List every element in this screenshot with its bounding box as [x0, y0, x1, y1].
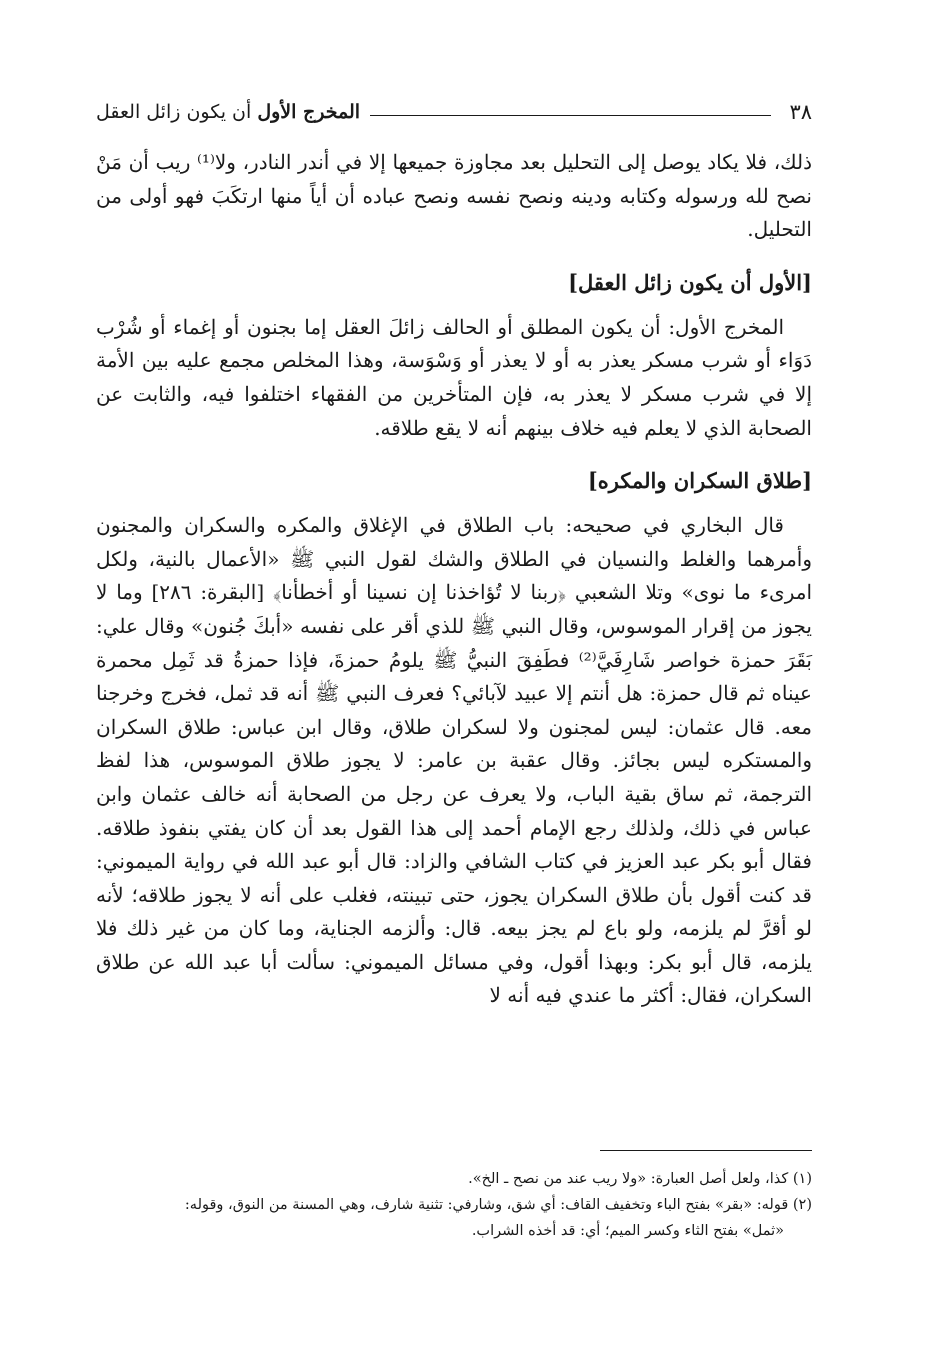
running-title — [96, 101, 360, 123]
running-header — [96, 92, 812, 132]
footnote-2-continuation: «ثمل» بفتح الثاء وكسر الميم؛ أي: قد أخذه الشراب. — [471, 1223, 784, 1239]
footnotes — [96, 1166, 812, 1244]
page-number: ٣٨ — [789, 100, 812, 124]
section-heading-2: [طلاق السكران والمكره] — [587, 468, 812, 494]
section-heading-1: [الأول أن يكون زائل العقل] — [568, 269, 812, 295]
paragraph-2: المخرج الأول: أن يكون المطلق أو الحالف زائلَ العقل إما بجنون أو إغماء أو شُرْب دَوَاء أو شرب مسكر يعذر به أو لا يعذر أو وَسْوَسة، وهذا المخلص مجمع عليه بين الأمة إلا في شرب مسكر لا يعذر به، فإن المتأخرين من الفقهاء اختلفوا فيه، والثابت عن الصحابة الذي لا يعلم فيه خلاف بينهم أنه لا يقع طلاقه. — [96, 314, 812, 440]
running-title-rest: أن يكون زائل العقل — [96, 101, 258, 123]
footnote-separator — [600, 1150, 812, 1151]
book-page — [96, 92, 812, 1292]
running-title-bold: المخرج الأول — [257, 101, 361, 123]
header-rule — [370, 115, 771, 116]
footnote-2: (٢) قوله: «بقر» بفتح الباء وتخفيف القاف: أي شق، وشارفي: تثنية شارف، وهي المسنة من النوق، وقوله: — [184, 1197, 812, 1213]
footnote-1: (١) كذا، ولعل أصل العبارة: «ولا ريب عند من نصح ـ الخ». — [468, 1171, 812, 1187]
paragraph-3: قال البخاري في صحيحه: باب الطلاق في الإغلاق والمكره والسكران والمجنون وأمرهما والغلط والنسيان في الطلاق والشك لقول النبي ﷺ «الأعمال بالنية، ولكل امرىء ما نوى» وتلا الشعبي ﴿ربنا لا تُؤاخذنا إن نسينا أو أخطأنا﴾ [البقرة: ٢٨٦] وما لا يجوز من إقرار الموسوس، وقال النبي ﷺ للذي أقر على نفسه «أبكَ جُنون» وقال علي: بَقَرَ حمزة خواصر شَارِفَيَّ⁽²⁾ فطَفِقَ النبيُّ ﷺ يلومُ حمزةَ، فإذا حمزةُ قد ثَمِل محمرة عيناه ثم قال حمزة: هل أنتم إلا عبيد لآبائي؟ فعرف النبي ﷺ أنه قد ثمل، فخرج وخرجنا معه. قال عثمان: ليس لمجنون ولا لسكران طلاق، وقال ابن عباس: طلاق السكران والمستكره ليس بجائز. وقال عقبة بن عامر: لا يجوز طلاق الموسوس، هذا لفظ الترجمة، ثم ساق بقية الباب، ولا يعرف عن رجل من الصحابة أنه خالف عثمان وابن عباس في ذلك، ولذلك رجع الإمام أحمد إلى هذا القول بعد أن كان يفتي بنفوذ طلاقه. فقال أبو بكر عبد العزيز في كتاب الشافي والزاد: قال أبو عبد الله في رواية الميموني: قد كنت أقول بأن طلاق السكران يجوز، حتى تبينته، فغلب على أنه لا يجوز طلاقه؛ لأنه لو أقرَّ لم يلزمه، ولو باع لم يجز بيعه. قال: وألزمه الجناية، وما كان من غير ذلك فلا يلزمه، قال أبو بكر: وبهذا أقول، وفي مسائل الميموني: سألت أبا عبد الله عن طلاق السكران، فقال: أكثر ما عندي فيه أنه لا — [96, 513, 813, 1008]
paragraph-1: ذلك، فلا يكاد يوصل إلى التحليل بعد مجاوزة جميعها إلا في أندر النادر، ولا⁽¹⁾ ريب أن مَنْ نصح لله ورسوله وكتابه ودينه ونصح نفسه ونصح عباده أن أياً منها ارتكَبَ فهو أولى من التحليل. — [96, 150, 813, 242]
